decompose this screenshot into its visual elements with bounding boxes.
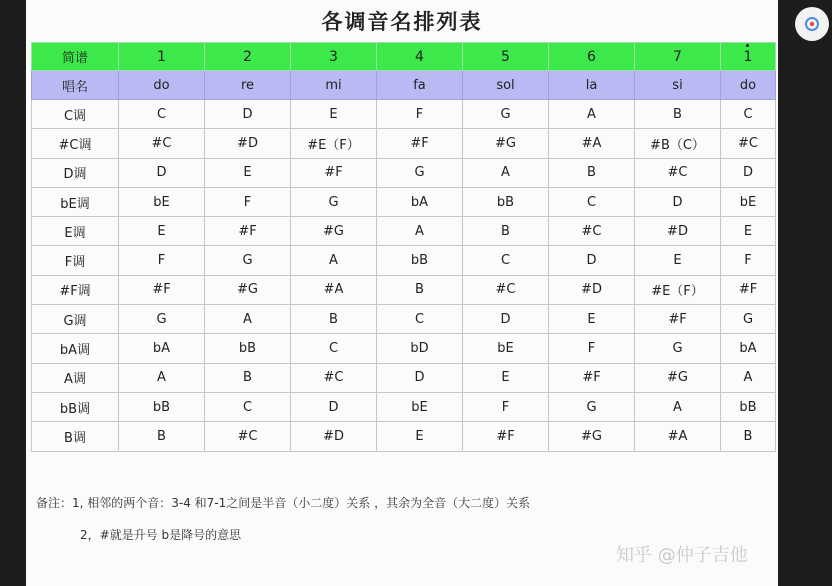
note-cell: D xyxy=(635,187,721,216)
note-cell: A xyxy=(463,158,549,187)
note-cell: si xyxy=(635,71,721,100)
note-cell: bB xyxy=(377,246,463,275)
note-cell: #C xyxy=(119,129,205,158)
visual-search-icon[interactable] xyxy=(795,7,829,41)
lens-glyph xyxy=(803,15,821,33)
row-label-cell: G调 xyxy=(32,305,119,334)
note-cell: C xyxy=(205,392,291,421)
row-label-cell: #F调 xyxy=(32,275,119,304)
note-cell: bB xyxy=(721,392,776,421)
note-cell: do xyxy=(119,71,205,100)
note-cell: F xyxy=(463,392,549,421)
note-line-1: 备注：1, 相邻的两个音：3-4 和7-1之间是半音（小二度）关系 ，其余为全音（大二度）关系 xyxy=(36,496,531,510)
note-cell: #D xyxy=(291,422,377,451)
note-cell: bD xyxy=(377,334,463,363)
note-cell: #G xyxy=(291,217,377,246)
note-cell: la xyxy=(549,71,635,100)
note-cell: sol xyxy=(463,71,549,100)
note-cell: C xyxy=(549,187,635,216)
note-cell: D xyxy=(549,246,635,275)
note-cell: F xyxy=(205,187,291,216)
note-cell: bE xyxy=(377,392,463,421)
note-cell: G xyxy=(721,305,776,334)
high-octave-one: 1 xyxy=(744,49,753,65)
note-cell: B xyxy=(463,217,549,246)
note-cell: #F xyxy=(463,422,549,451)
note-cell: A xyxy=(119,363,205,392)
note-cell: C xyxy=(463,246,549,275)
note-cell: #C xyxy=(549,217,635,246)
row-label-cell: bE调 xyxy=(32,187,119,216)
note-cell: B xyxy=(635,100,721,129)
note-cell: bA xyxy=(119,334,205,363)
document-image xyxy=(26,0,778,586)
note-cell: #G xyxy=(463,129,549,158)
note-cell: #C xyxy=(721,129,776,158)
note-cell: #B（C） xyxy=(635,129,721,158)
note-cell: #F xyxy=(721,275,776,304)
note-cell: 4 xyxy=(377,43,463,71)
row-label-cell: #C调 xyxy=(32,129,119,158)
note-cell: #F xyxy=(205,217,291,246)
note-cell: #F xyxy=(377,129,463,158)
note-cell: G xyxy=(205,246,291,275)
note-cell: A xyxy=(205,305,291,334)
note-cell: B xyxy=(721,422,776,451)
note-cell: mi xyxy=(291,71,377,100)
row-label-cell: A调 xyxy=(32,363,119,392)
note-cell: 1 xyxy=(119,43,205,71)
note-cell xyxy=(721,43,776,71)
row-label-cell: bA调 xyxy=(32,334,119,363)
note-cell: 5 xyxy=(463,43,549,71)
note-cell: 2 xyxy=(205,43,291,71)
note-cell: #C xyxy=(291,363,377,392)
note-cell: C xyxy=(119,100,205,129)
note-cell: F xyxy=(549,334,635,363)
row-label-cell: 简谱 xyxy=(32,43,119,71)
note-cell: A xyxy=(635,392,721,421)
note-cell: E xyxy=(205,158,291,187)
table-row xyxy=(32,158,776,187)
note-line-2: 2，#就是升号 b是降号的意思 xyxy=(80,528,242,542)
note-cell: E xyxy=(721,217,776,246)
note-cell: #F xyxy=(635,305,721,334)
note-cell: B xyxy=(119,422,205,451)
notes xyxy=(36,494,530,544)
note-cell: A xyxy=(377,217,463,246)
note-cell: E xyxy=(549,305,635,334)
note-cell: C xyxy=(377,305,463,334)
note-cell: #G xyxy=(205,275,291,304)
note-cell: E xyxy=(291,100,377,129)
note-cell: 7 xyxy=(635,43,721,71)
note-cell: bA xyxy=(721,334,776,363)
note-cell: #A xyxy=(635,422,721,451)
note-cell: #G xyxy=(635,363,721,392)
note-cell: E xyxy=(119,217,205,246)
note-cell: F xyxy=(119,246,205,275)
note-cell: B xyxy=(377,275,463,304)
row-label-cell: F调 xyxy=(32,246,119,275)
table-row xyxy=(32,129,776,158)
note-cell: G xyxy=(549,392,635,421)
note-cell: #E（F） xyxy=(635,275,721,304)
note-cell: #D xyxy=(635,217,721,246)
note-cell: bB xyxy=(205,334,291,363)
note-cell: bE xyxy=(721,187,776,216)
table-row xyxy=(32,305,776,334)
table-row xyxy=(32,246,776,275)
note-cell: bB xyxy=(119,392,205,421)
note-cell: #C xyxy=(635,158,721,187)
note-cell: 3 xyxy=(291,43,377,71)
note-cell: #C xyxy=(463,275,549,304)
note-cell: D xyxy=(463,305,549,334)
note-cell: G xyxy=(291,187,377,216)
note-cell: fa xyxy=(377,71,463,100)
note-cell: #A xyxy=(549,129,635,158)
note-cell: F xyxy=(377,100,463,129)
note-cell: G xyxy=(377,158,463,187)
table-row xyxy=(32,392,776,421)
table-row xyxy=(32,217,776,246)
note-cell: 6 xyxy=(549,43,635,71)
note-cell: D xyxy=(377,363,463,392)
note-name-table xyxy=(31,42,776,452)
note-cell: #F xyxy=(119,275,205,304)
note-cell: G xyxy=(463,100,549,129)
note-cell: F xyxy=(721,246,776,275)
table-row xyxy=(32,422,776,451)
note-cell: A xyxy=(549,100,635,129)
note-cell: bA xyxy=(377,187,463,216)
watermark: 知乎 @仲子吉他 xyxy=(616,545,748,566)
note-cell: #G xyxy=(549,422,635,451)
page-title: 各调音名排列表 xyxy=(321,10,483,34)
row-label-cell: C调 xyxy=(32,100,119,129)
note-cell: D xyxy=(205,100,291,129)
note-cell: #F xyxy=(291,158,377,187)
note-cell: #F xyxy=(549,363,635,392)
note-cell: #E（F） xyxy=(291,129,377,158)
note-cell: bB xyxy=(463,187,549,216)
note-cell: #D xyxy=(205,129,291,158)
note-cell: bE xyxy=(119,187,205,216)
note-cell: #C xyxy=(205,422,291,451)
note-cell: #A xyxy=(291,275,377,304)
header-row-numbers xyxy=(32,43,776,71)
note-cell: E xyxy=(463,363,549,392)
table-row xyxy=(32,334,776,363)
note-cell: B xyxy=(291,305,377,334)
row-label-cell: D调 xyxy=(32,158,119,187)
note-cell: bE xyxy=(463,334,549,363)
row-label-cell: 唱名 xyxy=(32,71,119,100)
note-cell: D xyxy=(721,158,776,187)
note-cell: C xyxy=(291,334,377,363)
table-row xyxy=(32,187,776,216)
table-row xyxy=(32,363,776,392)
table-row xyxy=(32,275,776,304)
note-cell: E xyxy=(377,422,463,451)
note-cell: do xyxy=(721,71,776,100)
note-cell: B xyxy=(549,158,635,187)
note-cell: B xyxy=(205,363,291,392)
row-label-cell: E调 xyxy=(32,217,119,246)
octave-dot-icon xyxy=(746,44,749,47)
table-row xyxy=(32,100,776,129)
note-cell: re xyxy=(205,71,291,100)
note-cell: #D xyxy=(549,275,635,304)
header-row-syllables xyxy=(32,71,776,100)
row-label-cell: B调 xyxy=(32,422,119,451)
note-cell: G xyxy=(119,305,205,334)
note-cell: G xyxy=(635,334,721,363)
note-cell: D xyxy=(119,158,205,187)
note-cell: D xyxy=(291,392,377,421)
note-cell: E xyxy=(635,246,721,275)
note-cell: A xyxy=(721,363,776,392)
note-cell: A xyxy=(291,246,377,275)
row-label-cell: bB调 xyxy=(32,392,119,421)
note-cell: C xyxy=(721,100,776,129)
